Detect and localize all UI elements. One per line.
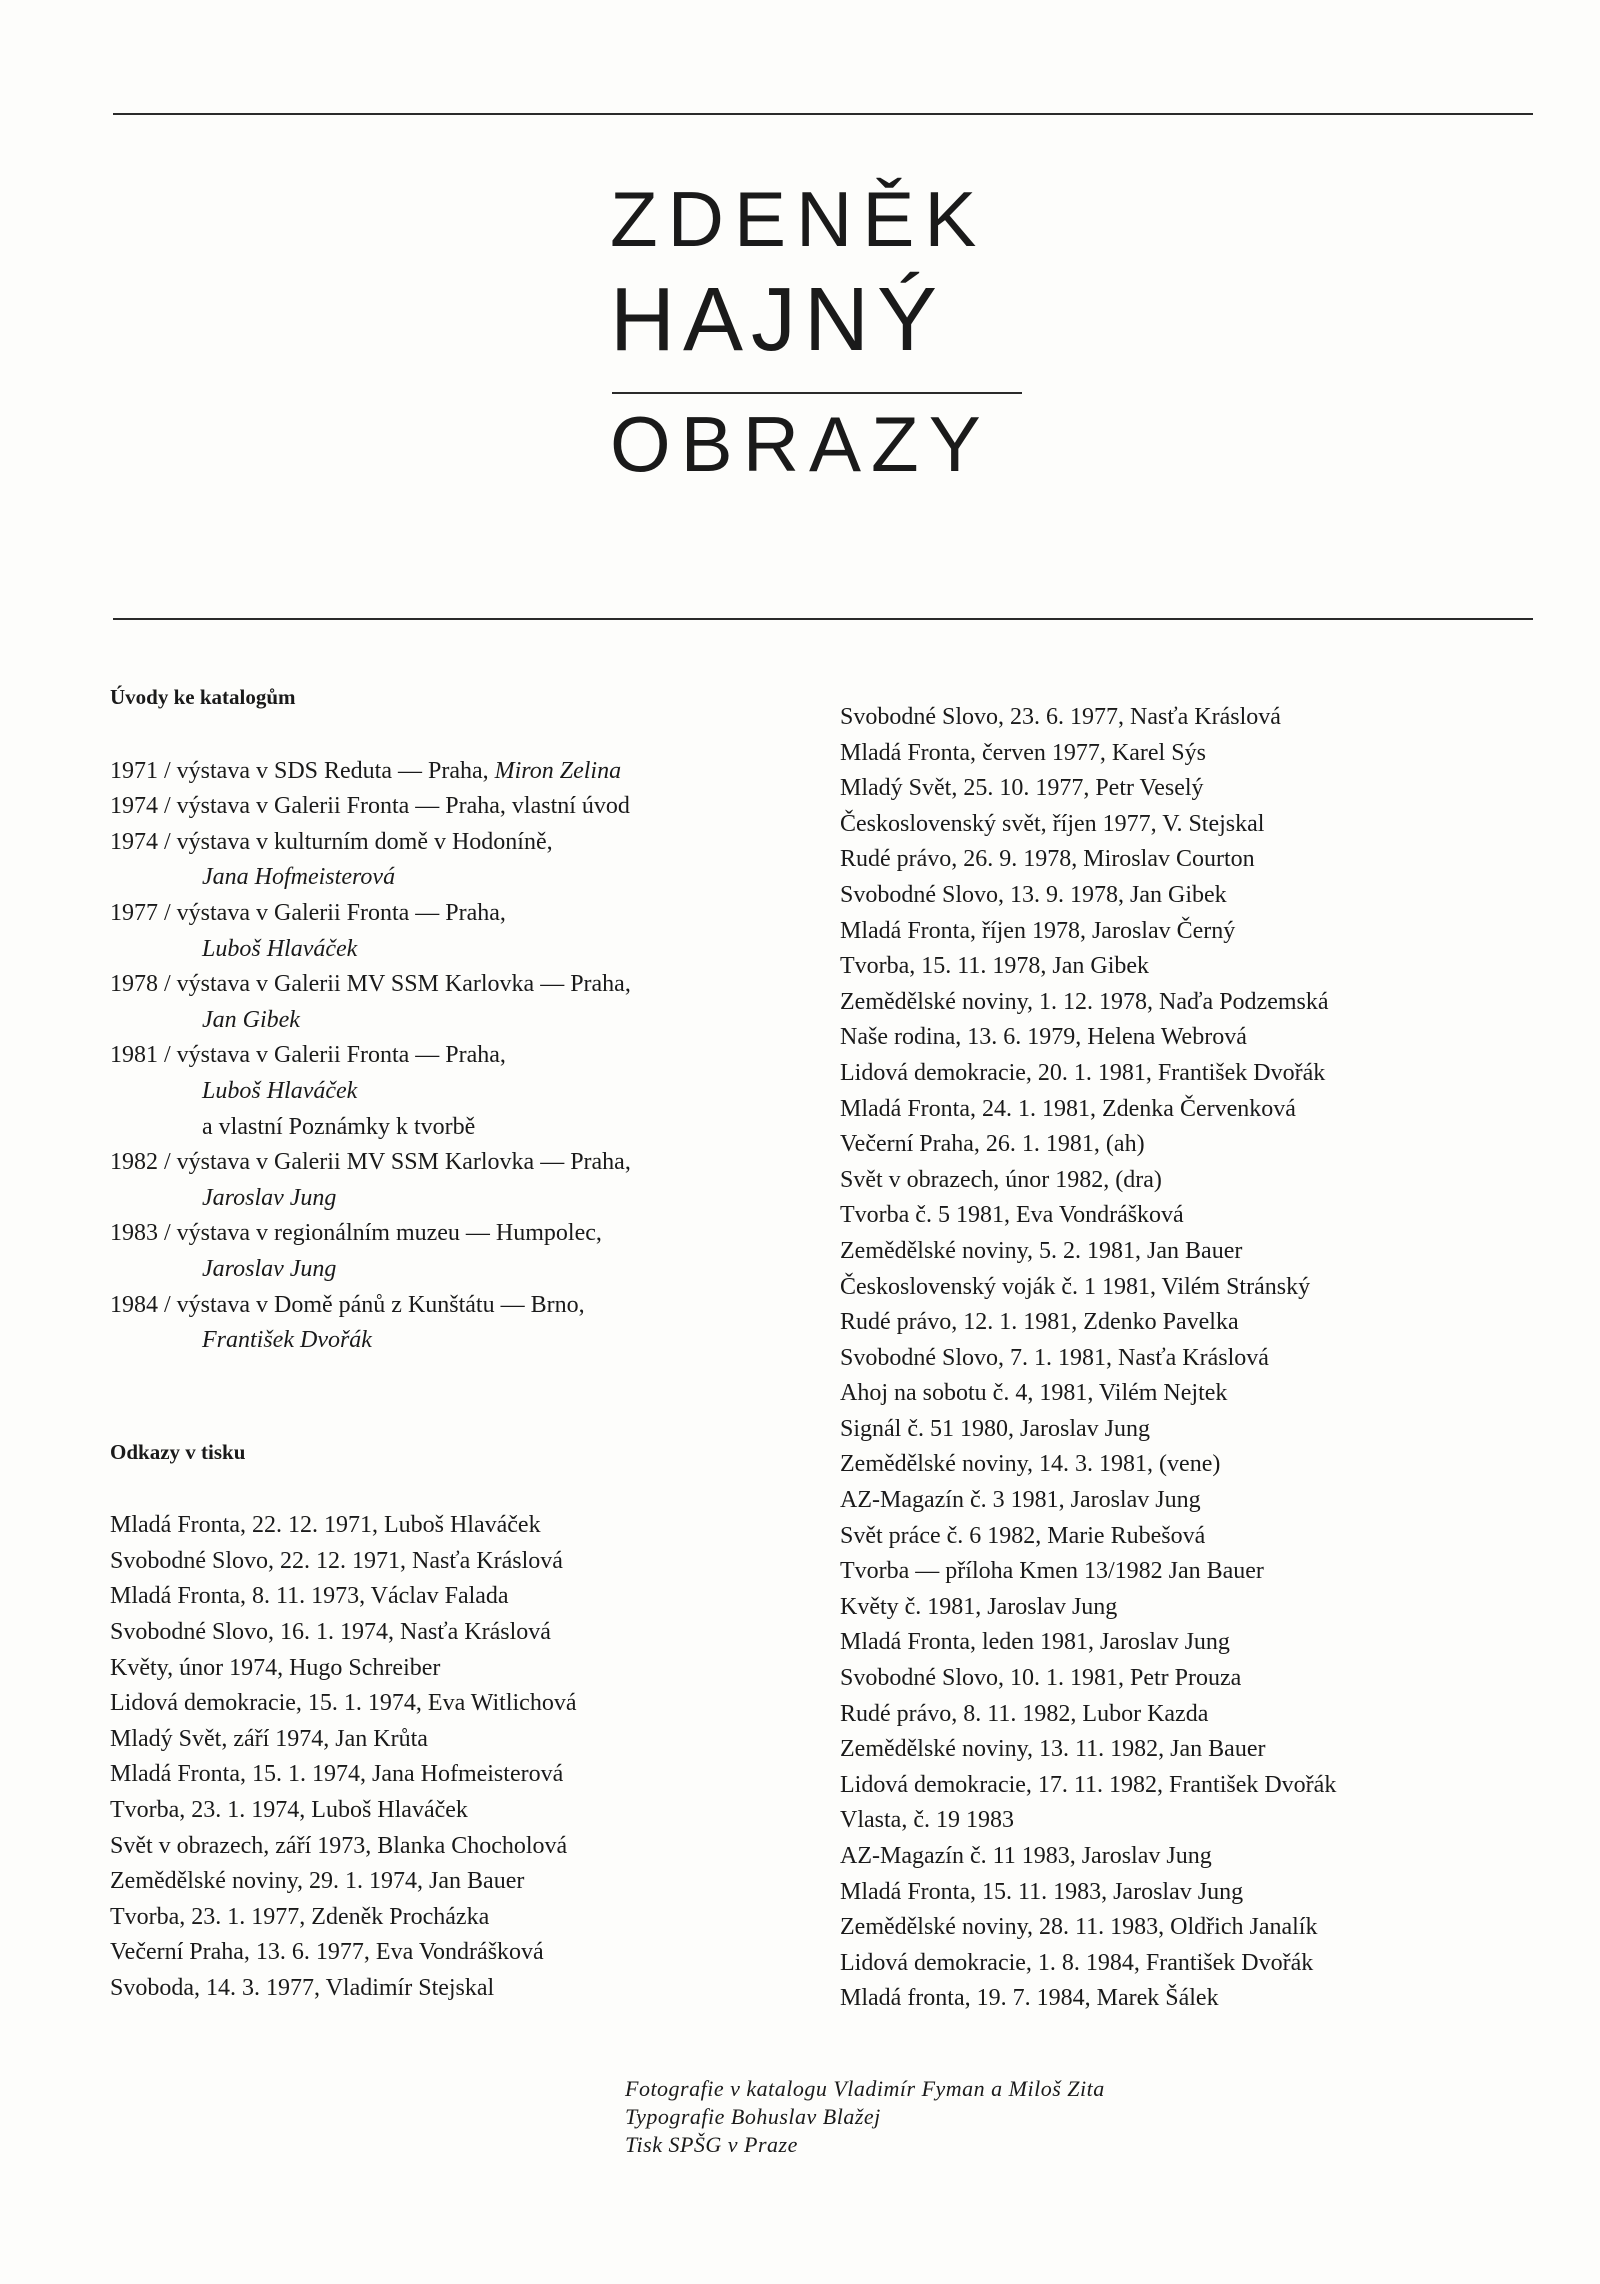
intro-entry [110, 896, 830, 967]
press-reference: Naše rodina, 13. 6. 1979, Helena Webrová [840, 1024, 1247, 1051]
press-reference: Rudé právo, 8. 11. 1982, Lubor Kazda [840, 1700, 1209, 1727]
press-reference: Svobodné Slovo, 13. 9. 1978, Jan Gibek [840, 881, 1227, 908]
press-reference: Zemědělské noviny, 28. 11. 1983, Oldřich Janalík [840, 1914, 1318, 1941]
intro-entry-author: Jaroslav Jung [202, 1255, 337, 1282]
press-reference: AZ-Magazín č. 11 1983, Jaroslav Jung [840, 1843, 1212, 1869]
top-rule [113, 113, 1533, 115]
colophon [625, 2075, 1105, 2159]
intro-entry-separator: / [158, 1042, 177, 1069]
press-reference: Zemědělské noviny, 5. 2. 1981, Jan Bauer [840, 1237, 1243, 1264]
press-reference: Zemědělské noviny, 14. 3. 1981, (vene) [840, 1451, 1221, 1478]
title-bottom-rule [113, 618, 1533, 620]
intro-entry-author: Luboš Hlaváček [202, 1077, 358, 1104]
press-reference: Květy č. 1981, Jaroslav Jung [840, 1593, 1118, 1620]
intro-entry-author: Jana Hofmeisterová [202, 864, 396, 891]
press-reference: Svobodné Slovo, 16. 1. 1974, Nasťa Kráslová [110, 1619, 551, 1646]
intro-entry [110, 1288, 830, 1359]
intro-entry-separator: / [158, 971, 177, 998]
press-list-left [110, 1508, 830, 2006]
intro-entry-text: výstava v Galerii Fronta — Praha, [176, 899, 506, 926]
press-reference: Lidová demokracie, 20. 1. 1981, František Dvořák [840, 1059, 1326, 1086]
press-reference: Mladá Fronta, červen 1977, Karel Sýs [840, 739, 1206, 766]
credit-typography: Typografie Bohuslav Blažej [625, 2104, 881, 2129]
intro-entry-year: 1974 [110, 793, 158, 820]
press-reference: Československý svět, říjen 1977, V. Stejskal [840, 810, 1265, 837]
intro-entry-separator: / [158, 1149, 177, 1176]
title-first-name: ZDENĚK [610, 175, 987, 263]
press-reference: Mladá Fronta, 15. 11. 1983, Jaroslav Jung [840, 1878, 1244, 1905]
credit-printing: Tisk SPŠG v Praze [625, 2132, 798, 2157]
press-reference: Lidová demokracie, 17. 11. 1982, František Dvořák [840, 1771, 1337, 1798]
intro-entry-note: a vlastní Poznámky k tvorbě [202, 1113, 476, 1140]
press-reference: AZ-Magazín č. 3 1981, Jaroslav Jung [840, 1487, 1201, 1514]
intro-entry-year: 1977 [110, 899, 158, 926]
intro-entry [110, 754, 830, 790]
intro-entry-text: výstava v Galerii Fronta — Praha, vlastní úvod [176, 793, 630, 820]
intro-entry-text: výstava v Domě pánů z Kunštátu — Brno, [176, 1291, 585, 1318]
intro-entry-separator: / [158, 899, 177, 926]
intro-entry-author: Luboš Hlaváček [202, 935, 358, 962]
press-reference: Mladý Svět, září 1974, Jan Krůta [110, 1725, 428, 1752]
intro-entry-year: 1982 [110, 1149, 158, 1176]
press-reference: Večerní Praha, 26. 1. 1981, (ah) [840, 1131, 1145, 1158]
press-reference: Svět v obrazech, únor 1982, (dra) [840, 1166, 1162, 1193]
intro-entry-author: Jaroslav Jung [202, 1184, 337, 1211]
intro-entry-separator: / [158, 757, 177, 784]
press-reference: Večerní Praha, 13. 6. 1977, Eva Vondrášková [110, 1939, 544, 1966]
credit-photography: Fotografie v katalogu Vladimír Fyman a Miloš Zita [625, 2076, 1105, 2101]
press-reference: Mladá Fronta, 22. 12. 1971, Luboš Hlaváček [110, 1512, 541, 1539]
right-column [840, 700, 1560, 2017]
left-column [110, 680, 830, 2007]
intro-entry-text: výstava v Galerii Fronta — Praha, [176, 1042, 506, 1069]
intro-entry [110, 1038, 830, 1145]
press-reference: Rudé právo, 12. 1. 1981, Zdenko Pavelka [840, 1309, 1239, 1336]
intro-entry-text: výstava v regionálním muzeu — Humpolec, [176, 1220, 602, 1247]
press-reference: Vlasta, č. 19 1983 [840, 1807, 1014, 1834]
press-reference: Svobodné Slovo, 22. 12. 1971, Nasťa Kráslová [110, 1547, 563, 1574]
press-reference: Mladá fronta, 19. 7. 1984, Marek Šálek [840, 1985, 1219, 2012]
intro-entry-separator: / [158, 793, 177, 820]
press-reference: Lidová demokracie, 15. 1. 1974, Eva Witlichová [110, 1690, 577, 1717]
intro-entry-text: výstava v Galerii MV SSM Karlovka — Praha, [176, 971, 631, 998]
press-reference: Signál č. 51 1980, Jaroslav Jung [840, 1415, 1150, 1442]
intro-entry-text: výstava v SDS Reduta — Praha, [176, 757, 489, 784]
intro-list [110, 754, 830, 1359]
press-reference: Tvorba, 23. 1. 1977, Zdeněk Procházka [110, 1903, 490, 1930]
press-reference: Svobodné Slovo, 23. 6. 1977, Nasťa Kráslová [840, 704, 1281, 730]
press-list-right [840, 700, 1560, 2017]
intro-entry-year: 1974 [110, 828, 158, 855]
press-reference: Rudé právo, 26. 9. 1978, Miroslav Courton [840, 846, 1255, 873]
press-reference: Tvorba č. 5 1981, Eva Vondrášková [840, 1202, 1184, 1229]
press-reference: Tvorba, 15. 11. 1978, Jan Gibek [840, 953, 1150, 980]
press-reference: Svoboda, 14. 3. 1977, Vladimír Stejskal [110, 1975, 495, 2001]
intro-entry [110, 825, 830, 896]
press-reference: Mladá Fronta, 8. 11. 1973, Václav Falada [110, 1583, 509, 1610]
intro-entry-year: 1981 [110, 1042, 158, 1069]
intro-entry-separator: / [158, 1291, 177, 1318]
press-reference: Zemědělské noviny, 1. 12. 1978, Naďa Podzemská [840, 988, 1329, 1015]
press-reference: Svět práce č. 6 1982, Marie Rubešová [840, 1522, 1206, 1549]
press-reference: Květy, únor 1974, Hugo Schreiber [110, 1654, 441, 1681]
intro-entry-text: výstava v Galerii MV SSM Karlovka — Praha, [176, 1149, 631, 1176]
intro-entry-text: výstava v kulturním domě v Hodoníně, [176, 828, 553, 855]
intro-entry-year: 1978 [110, 971, 158, 998]
press-reference: Svobodné Slovo, 10. 1. 1981, Petr Prouza [840, 1665, 1242, 1692]
intro-entry-year: 1983 [110, 1220, 158, 1247]
intro-entry-separator: / [158, 828, 177, 855]
intro-entry [110, 1216, 830, 1287]
intro-entry-author: Miron Zelina [494, 757, 622, 784]
intro-entry [110, 967, 830, 1038]
press-reference: Zemědělské noviny, 13. 11. 1982, Jan Bauer [840, 1736, 1266, 1763]
press-reference: Mladá Fronta, 24. 1. 1981, Zdenka Červenková [840, 1095, 1296, 1122]
press-reference: Mladá Fronta, říjen 1978, Jaroslav Černý [840, 917, 1236, 944]
intro-entry-author: Jan Gibek [202, 1006, 300, 1033]
title-underline [612, 392, 1022, 394]
press-reference: Československý voják č. 1 1981, Vilém Stránský [840, 1273, 1311, 1300]
intro-entry-year: 1984 [110, 1291, 158, 1318]
press-reference: Svobodné Slovo, 7. 1. 1981, Nasťa Kráslová [840, 1344, 1269, 1371]
press-reference: Zemědělské noviny, 29. 1. 1974, Jan Bauer [110, 1868, 525, 1895]
press-heading: Odkazy v tisku [110, 1439, 246, 1464]
press-reference: Mladá Fronta, leden 1981, Jaroslav Jung [840, 1629, 1230, 1656]
intro-heading: Úvody ke katalogům [110, 685, 296, 709]
title-subtitle: OBRAZY [610, 400, 991, 488]
intro-entry [110, 789, 830, 825]
intro-entry-separator: / [158, 1220, 177, 1247]
press-reference: Ahoj na sobotu č. 4, 1981, Vilém Nejtek [840, 1380, 1228, 1407]
press-reference: Svět v obrazech, září 1973, Blanka Chocholová [110, 1832, 568, 1859]
press-reference: Mladý Svět, 25. 10. 1977, Petr Veselý [840, 775, 1204, 802]
title-surname: HAJNÝ [610, 270, 946, 370]
intro-entry [110, 1145, 830, 1216]
press-reference: Tvorba — příloha Kmen 13/1982 Jan Bauer [840, 1558, 1264, 1585]
intro-entry-author: František Dvořák [202, 1327, 372, 1354]
intro-entry-year: 1971 [110, 757, 158, 784]
press-reference: Mladá Fronta, 15. 1. 1974, Jana Hofmeisterová [110, 1761, 564, 1788]
press-reference: Lidová demokracie, 1. 8. 1984, František Dvořák [840, 1949, 1314, 1976]
press-reference: Tvorba, 23. 1. 1974, Luboš Hlaváček [110, 1797, 468, 1824]
